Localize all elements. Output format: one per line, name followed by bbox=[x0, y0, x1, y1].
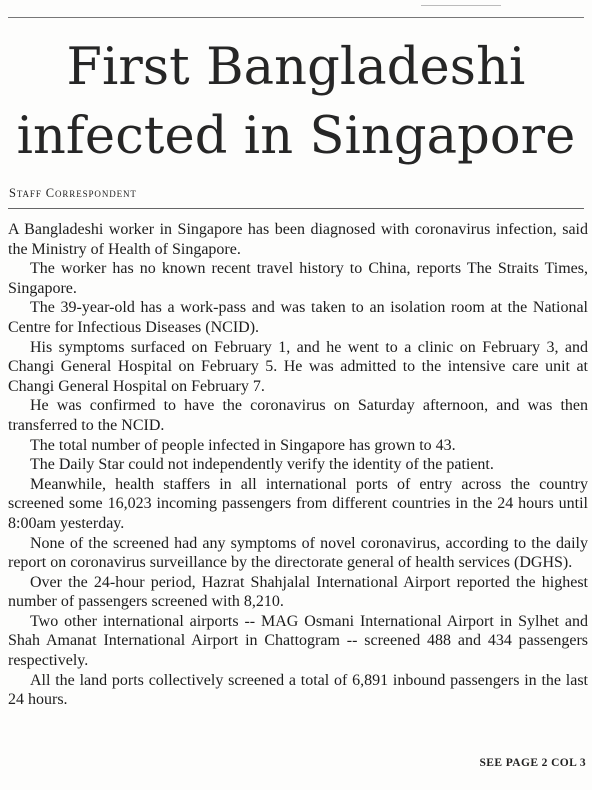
paragraph: A Bangladeshi worker in Singapore has been diagnosed with coronavirus infection, said the Ministry of Health of Singapore. bbox=[8, 221, 588, 258]
paragraph: Over the 24-hour period, Hazrat Shahjalal International Airport reported the highest number of passengers screened with 8,210. bbox=[8, 573, 588, 611]
paragraph: The Daily Star could not independently verify the identity of the patient. bbox=[30, 456, 494, 474]
paragraph: He was confirmed to have the coronavirus on Saturday afternoon, and was then transferred to the NCID. bbox=[8, 397, 588, 434]
headline-line-2: infected in Singapore bbox=[16, 107, 576, 166]
headline-line-1: First Bangladeshi bbox=[66, 38, 526, 97]
paragraph: Two other international airports -- MAG Osmani International Airport in Sylhet and Shah Amanat International Airport in Chattogram -- screened 488 and 434 passengers respectively. bbox=[8, 612, 588, 670]
byline: Staff Correspondent bbox=[9, 186, 137, 200]
headline bbox=[0, 33, 592, 171]
page-edge-mark bbox=[421, 0, 501, 6]
paragraph: All the land ports collectively screened a total of 6,891 inbound passengers in the last 24 hours. bbox=[8, 671, 588, 709]
paragraph: None of the screened had any symptoms of novel coronavirus, according to the daily report on coronavirus surveillance by the directorate general of health services (DGHS). bbox=[8, 534, 588, 572]
paragraph: The 39-year-old has a work-pass and was taken to an isolation room at the National Centre for Infectious Diseases (NCID). bbox=[8, 299, 588, 336]
article-body bbox=[8, 220, 588, 710]
paragraph: The total number of people infected in Singapore has grown to 43. bbox=[30, 436, 456, 454]
byline-rule bbox=[8, 208, 584, 209]
paragraph: His symptoms surfaced on February 1, and he went to a clinic on February 3, and Changi General Hospital on February 5. He was admitted to the intensive care unit at Changi General Hospital on February 7. bbox=[8, 338, 588, 395]
paragraph: The worker has no known recent travel history to China, reports The Straits Times, Singapore. bbox=[8, 260, 588, 297]
continuation-reference: SEE PAGE 2 COL 3 bbox=[479, 757, 586, 769]
top-rule bbox=[8, 17, 584, 18]
paragraph: Meanwhile, health staffers in all international ports of entry across the country screened some 16,023 incoming passengers from different countries in the 24 hours until 8:00am yesterday. bbox=[8, 475, 588, 532]
